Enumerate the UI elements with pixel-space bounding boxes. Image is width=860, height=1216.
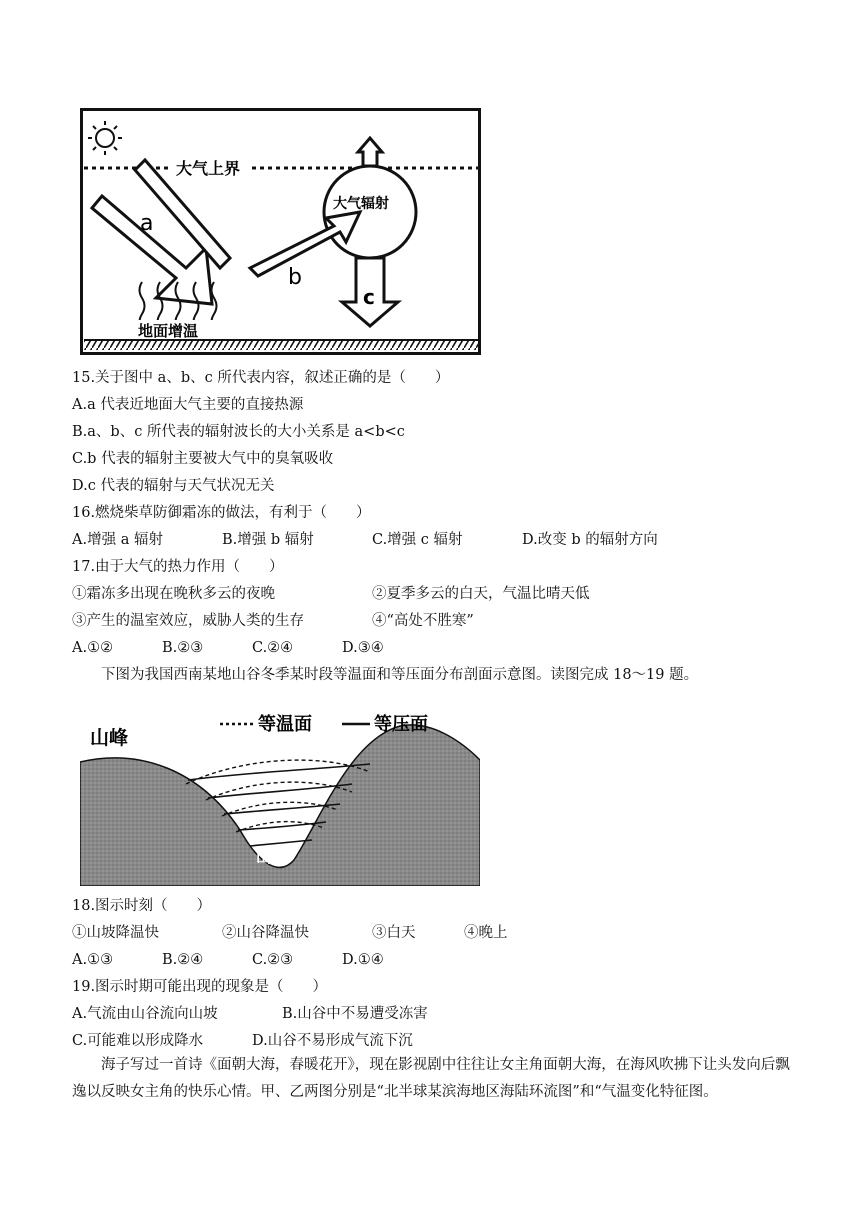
legend-isotherm-label: 等温面 bbox=[258, 714, 312, 735]
intro-18-19: 下图为我国西南某地山谷冬季某时段等温面和等压面分布剖面示意图。读图完成 18～19 题。 bbox=[101, 667, 699, 683]
legend-isobar-label: 等压面 bbox=[374, 714, 428, 735]
q18-item-4: ④晚上 bbox=[464, 925, 508, 941]
q17-option-a: A.①② bbox=[72, 640, 114, 656]
q18-option-a: A.①③ bbox=[72, 952, 114, 968]
q15-option-c: C.b 代表的辐射主要被大气中的臭氧吸收 bbox=[72, 451, 334, 467]
arrow-c-label: c bbox=[363, 285, 375, 309]
q18-option-d: D.①④ bbox=[342, 952, 384, 968]
q15-option-b: B.a、b、c 所代表的辐射波长的大小关系是 a<b<c bbox=[72, 424, 405, 440]
q18-item-1: ①山坡降温快 bbox=[72, 925, 159, 941]
q19-option-c: C.可能难以形成降水 bbox=[72, 1033, 204, 1049]
arrow-b-label: b bbox=[288, 265, 302, 290]
atmosphere-radiation-label: 大气辐射 bbox=[333, 196, 389, 212]
q17-option-b: B.②③ bbox=[162, 640, 204, 656]
q18-option-b: B.②④ bbox=[162, 952, 204, 968]
arrow-a-label: a bbox=[140, 211, 154, 236]
q16-option-a: A.增强 a 辐射 bbox=[72, 532, 163, 548]
q17-item-3: ③产生的温室效应，威胁人类的生存 bbox=[72, 613, 304, 629]
q18-option-c: C.②③ bbox=[252, 952, 294, 968]
q19-stem: 19.图示时期可能出现的现象是（ ） bbox=[72, 979, 328, 995]
atmosphere-heating-diagram bbox=[80, 108, 482, 358]
q18-item-3: ③白天 bbox=[372, 925, 416, 941]
q17-stem: 17.由于大气的热力作用（ ） bbox=[72, 559, 284, 575]
q19-option-d: D.山谷不易形成气流下沉 bbox=[252, 1033, 413, 1049]
q17-item-4: ④“高处不胜寒” bbox=[372, 613, 474, 629]
q18-item-2: ②山谷降温快 bbox=[222, 925, 309, 941]
upper-boundary-label: 大气上界 bbox=[176, 159, 241, 178]
q17-option-c: C.②④ bbox=[252, 640, 294, 656]
q17-item-2: ②夏季多云的白天，气温比晴天低 bbox=[372, 586, 590, 602]
final-paragraph: 海子写过一首诗《面朝大海，春暖花开》，现在影视剧中往往让女主角面朝大海，在海风吹拂下让头发向后飘逸以反映女主角的快乐心情。甲、乙两图分别是“北半球某滨海地区海陆环流图”和“气温变化特征图。 bbox=[72, 1057, 790, 1100]
q17-option-d: D.③④ bbox=[342, 640, 384, 656]
q15-option-d: D.c 代表的辐射与天气状况无关 bbox=[72, 478, 275, 494]
q19-option-a: A.气流由山谷流向山坡 bbox=[72, 1006, 218, 1022]
valley-section-diagram bbox=[80, 700, 480, 886]
valley-label: 山谷 bbox=[256, 848, 287, 866]
q16-option-c: C.增强 c 辐射 bbox=[372, 532, 463, 548]
ground-heating-label: 地面增温 bbox=[138, 322, 199, 340]
peak-label: 山峰 bbox=[90, 727, 129, 749]
q19-option-b: B.山谷中不易遭受冻害 bbox=[282, 1006, 428, 1022]
atmosphere-radiation-circle bbox=[324, 166, 416, 258]
q15-stem: 15.关于图中 a、b、c 所代表内容，叙述正确的是（ ） bbox=[72, 370, 450, 386]
q16-stem: 16.燃烧柴草防御霜冻的做法，有利于（ ） bbox=[72, 505, 371, 521]
q16-option-b: B.增强 b 辐射 bbox=[222, 532, 314, 548]
q15-option-a: A.a 代表近地面大气主要的直接热源 bbox=[72, 397, 304, 413]
q17-item-1: ①霜冻多出现在晚秋多云的夜晚 bbox=[72, 586, 275, 602]
q18-stem: 18.图示时刻（ ） bbox=[72, 898, 212, 914]
q16-option-d: D.改变 b 的辐射方向 bbox=[522, 532, 658, 548]
